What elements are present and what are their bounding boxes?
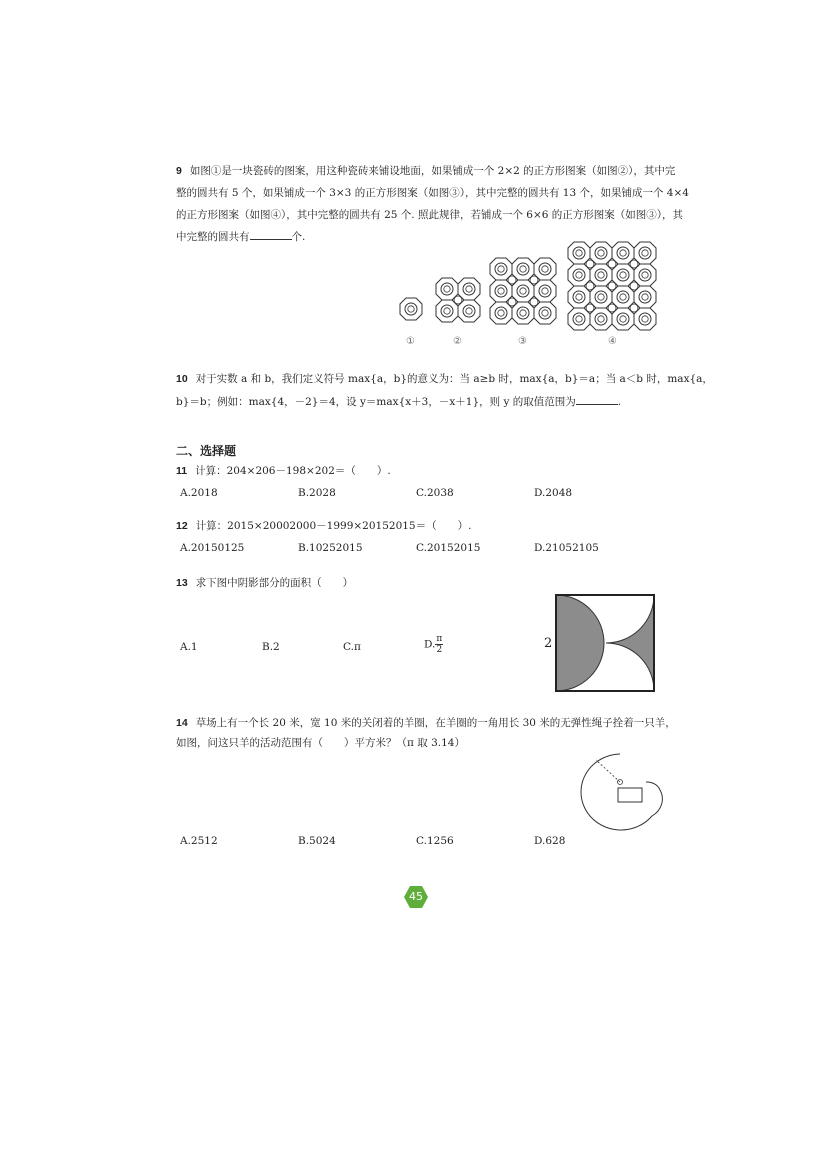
question-number: 9 — [176, 165, 182, 177]
q13-option-c[interactable]: C.π — [343, 641, 361, 653]
q11-text: 11 计算：204×206－198×202＝（ ）. — [176, 465, 391, 477]
q10-line-1: 10 对于实数 a 和 b，我们定义符号 max{a，b}的意义为：当 a≥b 时，max{a，b}＝a；当 a＜b 时，max{a， — [176, 373, 713, 385]
tile-fig-1 — [400, 298, 422, 320]
q14-goat-figure — [576, 750, 666, 832]
q13-option-d[interactable]: D. $\frac{\pi}{2}$ — [424, 634, 443, 655]
q9-line-3: 的正方形图案（如图④），其中完整的圆共有 25 个. 照此规律，若铺成一个 6×6 的正方形图案（如图③），其 — [176, 209, 684, 221]
question-number: 10 — [176, 373, 188, 385]
q12-option-c[interactable]: C.20152015 — [416, 542, 481, 554]
question-number: 11 — [176, 465, 188, 477]
q11-option-c[interactable]: C.2038 — [416, 487, 454, 499]
tile-fig-2 — [436, 278, 480, 322]
q13-text: 13 求下图中阴影部分的面积（ ） — [176, 577, 354, 589]
q13-side-label: 2 — [544, 636, 553, 651]
answer-blank[interactable] — [576, 394, 618, 405]
q13-option-b[interactable]: B.2 — [262, 641, 280, 653]
q13-shaded-figure — [554, 593, 656, 693]
q12-option-d[interactable]: D.21052105 — [534, 542, 599, 554]
q9-line-2: 整的圆共有 5 个，如果铺成一个 3×3 的正方形图案（如图③），其中完整的圆共有 13 个，如果铺成一个 4×4 — [176, 187, 689, 199]
page-number: 45 — [409, 890, 423, 903]
q9-line-1: 9 如图①是一块瓷砖的图案，用这种瓷砖来铺设地面，如果铺成一个 2×2 的正方形图案（如图②），其中完 — [176, 165, 676, 177]
section-heading: 二、选择题 — [176, 444, 237, 458]
q14-option-c[interactable]: C.1256 — [416, 835, 454, 847]
tile-figures — [390, 236, 670, 336]
fig-label-1: ① — [406, 336, 415, 347]
q14-option-b[interactable]: B.5024 — [298, 835, 336, 847]
q14-line-1: 14 草场上有一个长 20 米，宽 10 米的关闭着的羊圈，在羊圈的一角用长 30 米的无弹性绳子拴着一只羊， — [176, 717, 676, 729]
q12-option-b[interactable]: B.10252015 — [298, 542, 363, 554]
q10-line-2: b}＝b；例如：max{4，－2}＝4，设 y＝max{x＋3，－x＋1}，则 y 的取值范围为 . — [176, 396, 622, 408]
q11-option-d[interactable]: D.2048 — [534, 487, 573, 499]
fraction: $\frac{\pi}{2}$ — [436, 634, 443, 655]
q14-option-d[interactable]: D.628 — [534, 835, 566, 847]
q11-option-a[interactable]: A.2018 — [180, 487, 218, 499]
q11-option-b[interactable]: B.2028 — [298, 487, 336, 499]
q12-text: 12 计算：2015×20002000－1999×20152015＝（ ）. — [176, 520, 472, 532]
question-number: 13 — [176, 577, 188, 589]
fig-label-3: ③ — [518, 336, 527, 347]
question-number: 14 — [176, 717, 188, 729]
q13-option-a[interactable]: A.1 — [180, 641, 198, 653]
answer-blank[interactable] — [250, 229, 292, 240]
q14-option-a[interactable]: A.2512 — [180, 835, 218, 847]
fig-label-2: ② — [453, 336, 462, 347]
q9-line-4: 中完整的圆共有 个. — [176, 231, 306, 243]
question-number: 12 — [176, 520, 188, 532]
q14-line-2: 如图，问这只羊的活动范围有（ ）平方米？（π 取 3.14） — [176, 737, 465, 749]
q12-option-a[interactable]: A.20150125 — [180, 542, 245, 554]
tile-fig-3 — [490, 258, 556, 324]
fig-label-4: ④ — [608, 336, 617, 347]
tile-fig-4 — [568, 242, 656, 330]
